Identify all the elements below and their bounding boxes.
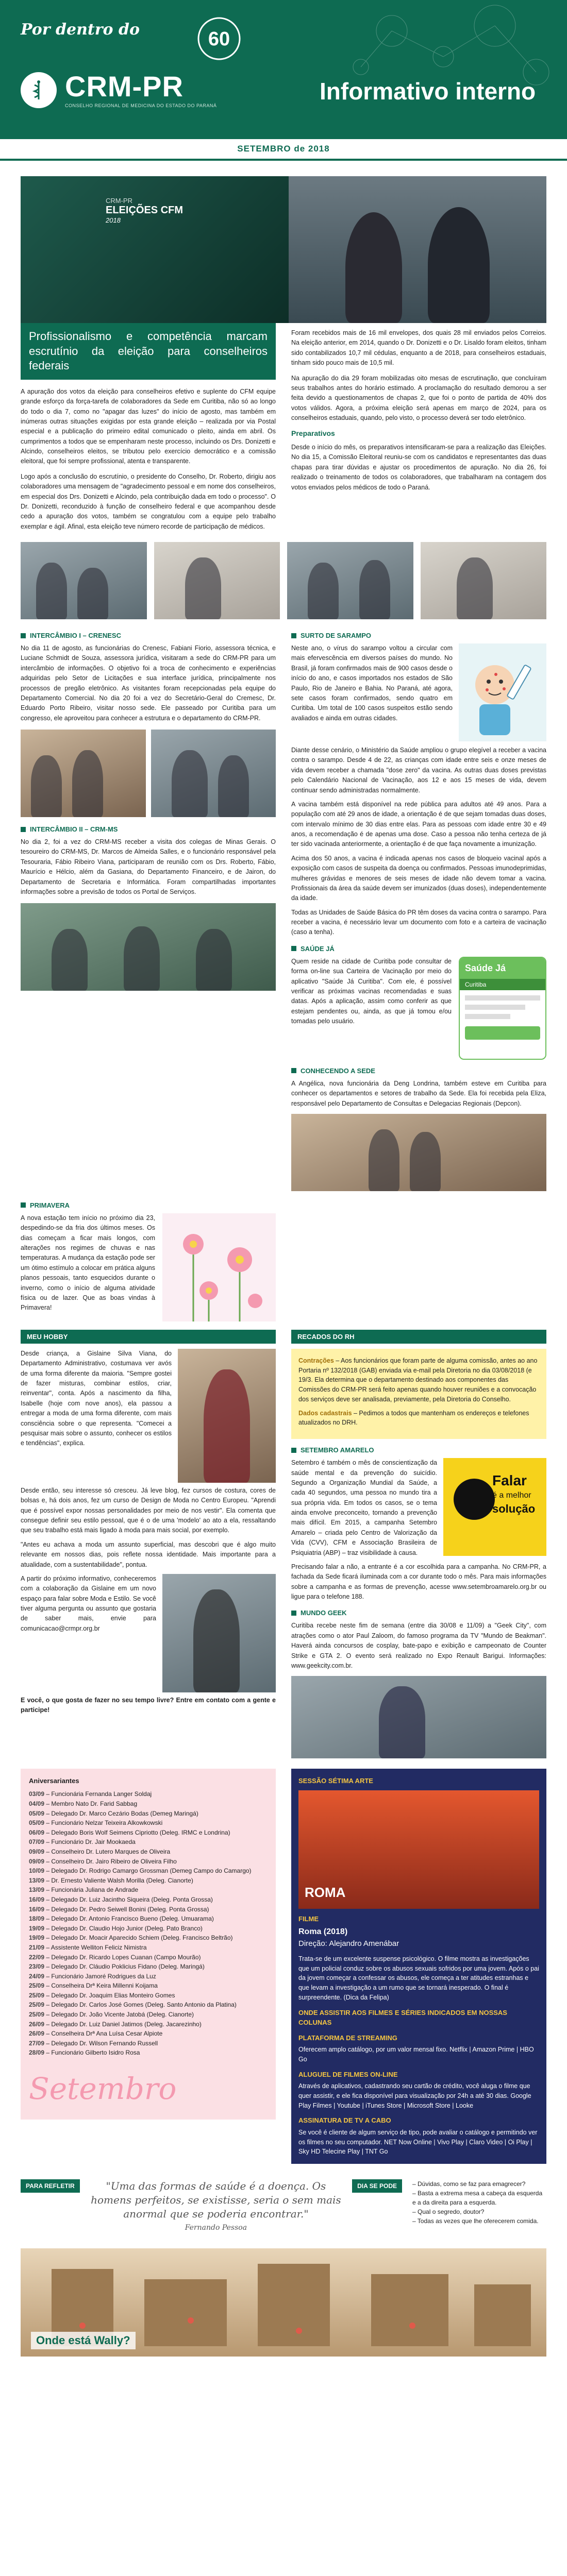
- birthday-date: 16/09: [29, 1905, 45, 1913]
- birthday-date: 18/09: [29, 1915, 45, 1923]
- section-row-hobby: [21, 1330, 546, 1758]
- primavera-text: A nova estação tem início no próximo dia 23, despedindo-se da fria dos últimos meses. Os dias começam a ficar mais longos, com alterações nos regimes de chuvas e nas temperaturas. A mudança da estação pode ser um ótimo estímulo a colocar em prática alguns planos pessoais, tanto esquecidos durante o inverno, como o início de alguma atividade física ou de lazer. Que as boas vindas à Primavera!: [21, 1214, 155, 1312]
- birthday-item: [29, 1914, 268, 1924]
- reflect-quote-author: Fernando Pessoa: [185, 2224, 247, 2232]
- election-photo: [21, 542, 147, 619]
- birthday-date: 22/09: [29, 1953, 45, 1961]
- sarampo-text-1: Neste ano, o vírus do sarampo voltou a circular com mais efervescência em diversos países do mundo. No Brasil, já foram confirmados mais de 900 casos desde o início do ano, e casos importados nos estados de São Paulo, Rio de Janeiro e Bahia. No Paraná, até agora, sete casos foram confirmados, sendo quatro em Curitiba. Um total de 100 casos suspeitos estão sendo avaliados e ainda em outras cidades.: [291, 645, 453, 722]
- birthday-date: 19/09: [29, 1924, 45, 1932]
- cine-sub3-text: Através de aplicativos, cadastrando seu cartão de crédito, você aluga o filme que quer assistir, e ele fica disponível para visualização por 24h a até 30 dias. Google Play Filmes | Youtube | iTunes Store | Microsoft Store | Looke: [298, 2082, 531, 2109]
- section-title-amarelo: SETEMBRO AMARELO: [291, 1446, 546, 1454]
- section-title-saude-ja: SAÚDE JÁ: [291, 945, 546, 953]
- birthday-item: [29, 1981, 268, 1991]
- birthday-item: [29, 1857, 268, 1867]
- birthday-date: 25/09: [29, 2011, 45, 2019]
- wally-question: Onde está Wally?: [31, 2332, 136, 2349]
- birthday-date: 26/09: [29, 2030, 45, 2038]
- cine-director: Direção: Alejandro Amenábar: [298, 1939, 399, 1948]
- birthday-name: – Funcionária Fernanda Langer Soldaj: [44, 1790, 152, 1798]
- hobby-text-4: A partir do próximo informativo, conheceremos com a colaboração da Gislaine em um novo espaço para falar sobre Moda e Estilo. Se você tiver alguma pergunta ou assunto que gostaria de saber mais, envie para comunicacao@crmpr.org.br: [21, 1574, 156, 1632]
- election-photo: [287, 542, 413, 619]
- birthday-item: [29, 1943, 268, 1953]
- intercambio-photo: [21, 730, 146, 817]
- know-item: – Qual o segredo, doutor?: [412, 2208, 485, 2216]
- conhecendo-text: A Angélica, nova funcionária da Deng Londrina, também esteve em Curitiba para conhecer os departamentos e setores de trabalho da Sede. Ela foi recebida pela Eliza, responsável pelo Departamento de Consultas e Delegacias Regionais (Depcon).: [291, 1079, 546, 1107]
- birthday-item: [29, 1895, 268, 1905]
- recados-item-text: – Pedimos a todos que mantenham os endereços e telefones atualizados no DRH.: [298, 1409, 529, 1427]
- cine-film-header: FILME: [298, 1914, 319, 1923]
- cine-synopsis: Trata-se de um excelente suspense psicológico. O filme mostra as investigações que um policial conduz sobre os abusos sexuais sofridos por uma jovem. Após o pai da jovem começar a confessar os abusos, ele começa a ter atitudes estranhas e que levam a investigação a um rumo que se tornará inesperado. O final é surpreendente. (Dica da Felipa): [298, 1955, 539, 2001]
- birthday-item: [29, 1905, 268, 1914]
- cine-label: SESSÃO SÉTIMA ARTE: [298, 1777, 373, 1785]
- birthday-name: – Conselheiro Dr. Lutero Marques de Oliveira: [44, 1848, 171, 1855]
- birthday-item: [29, 2000, 268, 2010]
- conhecendo-photo: [291, 1114, 546, 1191]
- birthday-name: – Dr. Ernesto Valiente Walsh Morilla (Deleg. Cianorte): [44, 1876, 193, 1884]
- birthday-item: [29, 1809, 268, 1819]
- section-row-1: [21, 624, 546, 1191]
- article-paragraph: Logo após a conclusão do escrutínio, o presidente do Conselho, Dr. Roberto, dirigiu aos colaboradores uma mensagem de "agradecimento pessoal e em nome dos conselheiros, em especial dos Drs. Donizetti e Alcindo, pela contribuição dada em todo o processo". O Dr. Donizetti, reconduzido à função de conselheiro federal e que acompanhou desde cedo a apuração dos votos, também se congratulou com a equipe pelo trabalho exemplar e ágil. Afinal, esta eleição teve número recorde de participação de médicos.: [21, 472, 276, 530]
- brand-name: CRM-PR: [65, 70, 184, 103]
- birthday-name: – Delegado Dr. Luiz Daniel Jatimos (Deleg. Jacarezinho): [44, 2020, 202, 2028]
- birthday-date: 13/09: [29, 1886, 45, 1894]
- sarampo-text-4: Acima dos 50 anos, a vacina é indicada apenas nos casos de bloqueio vacinal após a exposição com casos de suspeita da doença ou confirmados. Pessoas imunodeprimidas, mulheres grávidas e menores de seis meses de idade não devem tomar a vacina. Profissionais da área da saúde devem ser imunizados (duas doses), independentemente da idade.: [291, 854, 546, 902]
- cine-poster-title: ROMA: [305, 1884, 346, 1900]
- birthday-date: 04/09: [29, 1800, 45, 1808]
- cine-sub2-text: Oferecem amplo catálogo, por um valor mensal fixo. Netflix | Amazon Prime | HBO Go: [298, 2046, 534, 2063]
- section-title-intercambio-2: INTERCÂMBIO II – CRM-MS: [21, 825, 276, 833]
- anniversary-logo: [196, 15, 242, 62]
- birthday-item: [29, 1799, 268, 1809]
- header-kicker: Por dentro do: [21, 21, 140, 39]
- article-paragraph: Na apuração do dia 29 foram mobilizadas oito mesas de escrutinação, que concluíram seus trabalhos antes do horário estimado. A proclamação do resultado demorou a ser feita devido a questionamentos de chapas 2, que foi o ponto de partida de 40% dos votos válidos. Agora, a próxima eleição será apenas em março de 2024, para os conselheiros estaduais, quando, pelo visto, o processo deverá ser todo eletrônico.: [291, 374, 546, 421]
- birthday-item: [29, 1972, 268, 1981]
- saude-ja-app-city: Curitiba: [460, 979, 545, 990]
- birthday-date: 13/09: [29, 1876, 45, 1884]
- birthday-date: 05/09: [29, 1809, 45, 1817]
- recados-box: [291, 1349, 546, 1439]
- vaccine-illustration: [459, 643, 546, 741]
- birthday-name: – Delegado Dr. Cláudio Poklicius Fidano (Deleg. Maringá): [44, 1963, 205, 1971]
- know-label: DIA SE PODE: [352, 2179, 402, 2193]
- birthdays-title: Aniversariantes: [29, 1777, 79, 1785]
- birthday-item: [29, 1924, 268, 1934]
- birthday-name: – Funcionário Dr. Jair Mookaeda: [44, 1838, 136, 1846]
- amarelo-badge-line: solução: [492, 1502, 536, 1516]
- speech-bubble-icon: [454, 1479, 495, 1520]
- birthday-date: 27/09: [29, 2039, 45, 2047]
- amarelo-badge-line: é a melhor: [492, 1491, 531, 1500]
- know-list: [412, 2179, 546, 2226]
- recados-item-lead: Contrações: [298, 1357, 334, 1364]
- birthday-name: – Assistente Welliton Feliciz Nimistra: [44, 1943, 147, 1951]
- reflect-section: [21, 2179, 546, 2233]
- cine-box: [291, 1769, 546, 2164]
- election-photo: [421, 542, 547, 619]
- birthday-date: 25/09: [29, 1991, 45, 1999]
- geek-photo: [291, 1676, 546, 1758]
- hero-photo: [289, 176, 546, 323]
- birthday-name: – Conselheiro Dr. Jairo Ribeiro de Oliveira Filho: [44, 1857, 177, 1865]
- birthday-date: 16/09: [29, 1895, 45, 1903]
- birthday-date: 26/09: [29, 2020, 45, 2028]
- article-paragraph: Desde o início do mês, os preparativos intensificaram-se para a realização das Eleições. No dia 15, a Comissão Eleitoral reuniu-se com os candidatos e representantes das duas chapas para tirar dúvidas e ajustar os procedimentos de apuração. No dia 26, foi realizado o treinamento de todos os colaboradores, que trabalharam na contagem dos votos enviados pelos médicos de todo o Paraná.: [291, 444, 546, 491]
- section-row-birthdays: [21, 1769, 546, 2164]
- flower-illustration: [162, 1213, 276, 1321]
- article-paragraph: A apuração dos votos da eleição para conselheiros efetivo e suplente do CFM equipe grande esforço da força-tarefa de colaboradores da Sede em Curitiba, não só ao longo do todo o dia 7, como no "apagar das luzes" do início de agosto, mas também em inúmeras outras situações exigidas por esta grande eleição – realizada por via Postal especial e a publicação do primeiro edital comunicado o pleito, ainda em abril. Os cumprimentos a todos que se empenharam neste processo, incluindo os Drs. Donizetti e Alcindo, conselheiros eleitos, se tributou pelo exercício democrático e a comissão eleitoral, que foi sempre profissional, atenta e transparente.: [21, 387, 276, 465]
- intercambio-1-text: No dia 11 de agosto, as funcionárias do Crenesc, Fabiani Fiorio, assessora técnica, e Luciane Schmidt de Souza, assessora jurídica, visitaram a sede do CRM-PR para um intercâmbio de informações. O objetivo foi a troca de conhecimento e experiências adquiridas pelo Setor de Licitações e sua interface jurídica, principalmente nos processos de pregão eletrônico. As visitantes foram recepcionadas pela equipe do Departamento Comercial. No dia 20 foi a vez do Secretário-Geral do Cremesc, Dr. Eduardo Porto Ribeiro, visitar nosso sede. Ele passeado por Curitiba para um congresso, ele aproveitou para conhecer a estrutura e o departamento do CRM-PR.: [21, 645, 276, 722]
- birthday-name: – Delegado Dr. João Vicente Jatobá (Deleg. Cianorte): [44, 2011, 194, 2019]
- birthday-item: [29, 2029, 268, 2039]
- article-subhead: Preparativos: [291, 429, 335, 438]
- birthday-item: [29, 1991, 268, 2001]
- know-item: – Todas as vezes que lhe oferecerem comida.: [412, 2217, 539, 2225]
- birthday-date: 07/09: [29, 1838, 45, 1846]
- person-figure: [428, 207, 490, 323]
- birthday-item: [29, 1953, 268, 1962]
- hobby-text-3: "Antes eu achava a moda um assunto superficial, mas descobri que é algo muito relevante em nossos dias, pois reflete nossa identidade. Mais importante para a atualidade, com a sustentabilidade", pontua.: [21, 1540, 276, 1568]
- birthday-name: – Delegado Dr. Carlos José Gomes (Deleg. Santo Antonio da Platina): [44, 2001, 237, 2009]
- saude-ja-text: Quem reside na cidade de Curitiba pode consultar de forma on-line sua Carteira de Vacinação por meio do aplicativo "Saúde Já Curitiba". Com ele, é possível verificar as próximas vacinas recomendadas e suas datas. Após a aplicação, assim como conferir as que estejam pendentes ou, ainda, as que já tomou e/ou tomadas pelo usuário.: [291, 957, 452, 1025]
- hero-election-panel: [21, 176, 289, 323]
- reflect-label: PARA REFLETIR: [21, 2179, 80, 2193]
- know-item: – Basta a extrema mesa a cabeça da esquerda e a da direita para a esquerda.: [412, 2190, 543, 2207]
- birthday-name: – Delegado Dr. Ricardo Lopes Cuanan (Campo Mourão): [44, 1953, 201, 1961]
- birthday-date: 23/09: [29, 1963, 45, 1971]
- birthday-date: 09/09: [29, 1848, 45, 1855]
- hobby-photo-2: [162, 1574, 276, 1692]
- section-row-primavera: [21, 1194, 546, 1321]
- amarelo-badge-line: Falar: [492, 1472, 527, 1489]
- birthday-date: 09/09: [29, 1857, 45, 1865]
- recados-item: [298, 1356, 539, 1404]
- birthday-item: [29, 1933, 268, 1943]
- hobby-text-1: Desde criança, a Gislaine Silva Viana, do Departamento Administrativo, costumava ver avós de uma forma diferente da maioria. "Sempre gostei de fazer misturas, combinar estilos, criar, reinventar", conta. Após a nascimento da filha, Isabelle (hoje com nove anos), ela passou a entregar a moda de uma forma diferente, com mais consciência sobre o que representa. "Comecei a pesquisar mais sobre o assunto, conhecer os estilos e tendências", explica.: [21, 1349, 172, 1447]
- birthday-name: – Delegado Dr. Joaquim Elias Monteiro Gomes: [44, 1991, 175, 1999]
- birthday-item: [29, 1818, 268, 1828]
- birthday-date: 05/09: [29, 1819, 45, 1827]
- wally-image: [21, 2248, 546, 2357]
- recados-item-lead: Dados cadastrais: [298, 1409, 352, 1417]
- birthdays-box: [21, 1769, 276, 2120]
- birthday-item: [29, 1789, 268, 1799]
- birthday-name: – Delegado Dr. Wilson Fernando Russell: [44, 2039, 158, 2047]
- birthday-name: – Funcionária Juliana de Andrade: [44, 1886, 139, 1894]
- birthday-item: [29, 1962, 268, 1972]
- amarelo-badge: [443, 1458, 546, 1556]
- birthday-name: – Conselheira Drª Ana Luísa Cesar Alpiote: [44, 2030, 163, 2038]
- birthday-name: – Delegado Dr. Antonio Francisco Bueno (Deleg. Umuarama): [44, 1915, 214, 1923]
- hobby-text-2: Desde então, seu interesse só cresceu. Já leve blog, fez cursos de costura, cores de bolsas e, há dois anos, fez um curso de Design de Moda no Centro Europeu. "Aprendi que é possível expor nossas personalidades por meio de nos vestir". Ela comenta que consegue definir seu estilo pessoal, que é o de uma 'modelo' ao ato a ela, ressaltando que seu trabalho está mais ligado à moda para mais social, por exemplo.: [21, 1486, 276, 1534]
- birthday-name: – Delegado Dr. Pedro Seiwell Bonini (Deleg. Ponta Grossa): [44, 1905, 209, 1913]
- birthday-date: 25/09: [29, 1982, 45, 1990]
- recados-item-text: – Aos funcionários que foram parte de alguma comissão, antes ao ano Portaria nº 132/2018 (GAB) enviada via e-mail pela Diretoria no dia 03/08/2018 (e 19/3. Ela determina que o departamento destinado aos componentes das Comissões do CRM-PR será feito apenas quando houver reuniões e a convocação dos serviços deve ser analisada, previamente, pela Diretoria do Conselho.: [298, 1357, 538, 1403]
- hobby-portrait: [178, 1349, 276, 1483]
- hobby-call-to-action: E você, o que gosta de fazer no seu tempo livre? Entre em contato com a gente e participe!: [21, 1696, 276, 1714]
- birthday-name: – Delegado Boris Wolf Seimens Cipriotto (Deleg. IRMC e Londrina): [44, 1828, 230, 1836]
- article-election: [21, 323, 546, 537]
- birthday-item: [29, 1866, 268, 1876]
- geek-text: Curitiba recebe neste fim de semana (entre dia 30/08 e 11/09) a "Geek City", com atrações como o ator Paul Zaloom, do famoso programa da TV "Mundo de Beakman". Haverá ainda concursos de cosplay, bate-papo e exibição e campeonato de Counter Strike e GTA 2. O evento será realizado no Expo Renault Barigui. Informações: www.geekcity.com.br.: [291, 1622, 546, 1669]
- article-paragraph: Foram recebidos mais de 16 mil envelopes, dos quais 28 mil enviados pelos Correios. Na eleição anterior, em 2014, quando o Dr. Donizetti e o Dr. Lisaldo foram eleitos, tinham sido contabilizados 10,7 mil cédulas, enquanto a de 2018, para conselheiros estaduais, tinham sido pouco mais de 10,5 mil.: [291, 329, 546, 367]
- intercambio-2-text: No dia 2, foi a vez do CRM-MS receber a visita dos colegas de Minas Gerais. O tesoureiro do CRM-MS, Dr. Marcos de Almeida Salles, e o funcionário responsável pela Tesouraria, Fábio Ribeiro Viana, participaram de reunião com os Drs. Roberto, Fábio, Maurício e Hélcio, além da Gasiana, do Departamento Financeiro, e de Jairon, do Departamento de Secretaria e Informática. Foram compartilhadas importantes informações sobre a previsão de todos os Portal de Serviços.: [21, 838, 276, 895]
- newsletter-header: [0, 0, 567, 139]
- cine-sub3: ALUGUEL DE FILMES ON-LINE: [298, 2070, 398, 2078]
- birthday-date: 24/09: [29, 1972, 45, 1980]
- amarelo-text-2: Precisando falar a não, a entrante é a cor escolhida para a campanha. No CRM-PR, a fachada da Sede ficará iluminada com a cor durante todo o mês. Para mais informações sobre a campanha e as formas de prevenção, acesse www.setembroamarelo.org.br ou ligue para o telefone 188.: [291, 1563, 546, 1601]
- cine-poster: [298, 1790, 539, 1909]
- birthday-item: [29, 2020, 268, 2029]
- reflect-quote-text: "Uma das formas de saúde é a doença. Os homens perfeitos, se existisse, seria o sem mais anormal que se poderia encontrar.": [91, 2180, 341, 2221]
- birthday-item: [29, 2048, 268, 2058]
- birthday-date: 06/09: [29, 1828, 45, 1836]
- birthday-name: – Delegado Dr. Luiz Jacintho Siqueira (Deleg. Ponta Grossa): [44, 1895, 213, 1903]
- section-title-conhecendo: CONHECENDO A SEDE: [291, 1067, 546, 1075]
- intercambio-photo: [151, 730, 276, 817]
- birthday-name: – Funcionário Gilberto Isidro Rosa: [44, 2049, 140, 2057]
- birthday-name: – Delegado Dr. Claudio Hojo Junior (Deleg. Pato Branco): [44, 1924, 203, 1932]
- birthday-item: [29, 2010, 268, 2020]
- saude-ja-app-brand: Saúde Já: [460, 958, 545, 979]
- birthday-date: 19/09: [29, 1934, 45, 1942]
- birthday-item: [29, 1828, 268, 1838]
- cine-sub4: ASSINATURA DE TV A CABO: [298, 2116, 391, 2125]
- sarampo-text-3: A vacina também está disponível na rede pública para adultos até 49 anos. Para a população com até 29 anos de idade, a orientação é de que sejam tomadas duas doses, com intervalo mínimo de 30 dias entre elas. Para as pessoas com idade entre 30 e 49 anos, a recomendação é de apenas uma dose. Caso a pessoa não tenha certeza de já ter sido vacinada anteriormente, a orientação é de que faça novamente a imunização.: [291, 800, 546, 848]
- hero-image: [21, 176, 546, 323]
- section-title-geek: MUNDO GEEK: [291, 1609, 546, 1617]
- birthday-date: 10/09: [29, 1867, 45, 1875]
- election-photo: [154, 542, 280, 619]
- issue-date: SETEMBRO de 2018: [0, 139, 567, 161]
- intercambio-2-photo: [21, 903, 276, 991]
- election-badge-year: 2018: [106, 216, 121, 224]
- amarelo-text-1: Setembro é também o mês de conscientização da saúde mental e da prevenção do suicídio. Segundo a Organização Mundial da Saúde, a cada 40 segundos, uma pessoa no mundo tira a sua própria vida. Em todos os casos, se o tema ainda envolve preconceito, tornando a prevenção mais difícil. Em 2015, a campanha Setembro Amarelo – criada pelo Centro de Valorização da Vida (CVV), CFM e Associação Brasileira de Psiquiatria (ABP) – traz visibilidade à causa.: [291, 1459, 437, 1556]
- birthday-name: – Funcionário Nelzar Teixeira Alkowkowski: [44, 1819, 163, 1827]
- brand-block: [21, 72, 216, 108]
- section-title-primavera: PRIMAVERA: [21, 1201, 276, 1209]
- article-headline-box: [21, 323, 276, 380]
- brand-subtitle: CONSELHO REGIONAL DE MEDICINA DO ESTADO DO PARANÁ: [65, 103, 217, 108]
- birthday-date: 28/09: [29, 2049, 45, 2057]
- birthday-date: 25/09: [29, 2001, 45, 2009]
- birthday-item: [29, 1876, 268, 1886]
- birthday-date: 21/09: [29, 1943, 45, 1951]
- recados-item: [298, 1409, 539, 1428]
- saude-ja-app-screenshot: [459, 957, 546, 1060]
- cine-film-title: Roma (2018): [298, 1927, 348, 1937]
- cine-sub2: PLATAFORMA DE STREAMING: [298, 2033, 397, 2042]
- intercambio-1-photos: [21, 730, 276, 817]
- birthday-name: – Funcionário Jamoré Rodrigues da Luz: [44, 1972, 156, 1980]
- birthday-name: – Delegado Dr. Marco Cezário Bodas (Demeg Maringá): [44, 1809, 198, 1817]
- newsletter-title: Informativo interno: [320, 78, 536, 105]
- election-photo-strip: [21, 542, 546, 619]
- birthday-item: [29, 1885, 268, 1895]
- cine-sub1: ONDE ASSISTIR AOS FILMES E SÉRIES INDICADOS EM NOSSAS COLUNAS: [298, 2008, 507, 2027]
- svg-text:60: 60: [208, 28, 230, 50]
- section-title-intercambio-1: INTERCÂMBIO I – CRENESC: [21, 632, 276, 639]
- election-badge-title: ELEIÇÕES CFM: [106, 205, 184, 216]
- section-title-recados: RECADOS DO RH: [291, 1330, 546, 1344]
- birthday-item: [29, 2039, 268, 2048]
- election-badge-org: CRM-PR: [106, 197, 132, 205]
- cine-sub4-text: Se você é cliente de algum serviço de tipo, pode avaliar o catálogo e permitindo ver os filmes no seu computador. NET Now Online | Vivo Play | Claro Video | Oi Play | Sky HD Telecine Play | TNT Go: [298, 2128, 538, 2156]
- reflect-quote: [90, 2179, 342, 2233]
- section-title-sarampo: SURTO DE SARAMPO: [291, 632, 546, 639]
- know-item: – Dúvidas, como se faz para emagrecer?: [412, 2180, 526, 2188]
- birthday-date: 03/09: [29, 1790, 45, 1798]
- birthday-name: – Delegado Dr. Rodrigo Camargo Grossman (Demeg Campo do Camargo): [44, 1867, 252, 1875]
- person-figure: [345, 212, 402, 323]
- birthday-name: – Conselheira Drª Keira Millenni Koijama: [44, 1982, 158, 1990]
- birthday-name: – Membro Nato Dr. Farid Sabbag: [44, 1800, 138, 1808]
- birthday-item: [29, 1847, 268, 1857]
- section-title-hobby: MEU HOBBY: [21, 1330, 276, 1344]
- birthdays-list: [29, 1789, 268, 2058]
- caduceus-icon: [21, 72, 57, 108]
- birthdays-signoff: Setembro: [29, 2071, 177, 2107]
- sarampo-text-2: Diante desse cenário, o Ministério da Saúde ampliou o grupo elegível a receber a vacina contra o sarampo. Desde 4 de 22, as crianças com idade entre seis e onze meses de vida devem receber a chamada "dose zero" da vacina. As outras duas doses previstas pelo Calendário Nacional de Vacinação, aos 12 e aos 15 meses de vida, devem continuar sendo administradas normalmente.: [291, 747, 546, 794]
- election-badge: [106, 197, 183, 224]
- sarampo-text-5: Todas as Unidades de Saúde Básica do PR têm doses da vacina contra o sarampo. Para receber a vacina, é necessário levar um documento com foto e a carteira de vacinação (caso a tenha).: [291, 908, 546, 936]
- birthday-name: – Delegado Dr. Moacir Aparecido Schiem (Deleg. Francisco Beltrão): [44, 1934, 233, 1942]
- article-headline: Profissionalismo e competência marcam escrutínio da eleição para conselheiros federais: [29, 330, 268, 372]
- birthday-item: [29, 1837, 268, 1847]
